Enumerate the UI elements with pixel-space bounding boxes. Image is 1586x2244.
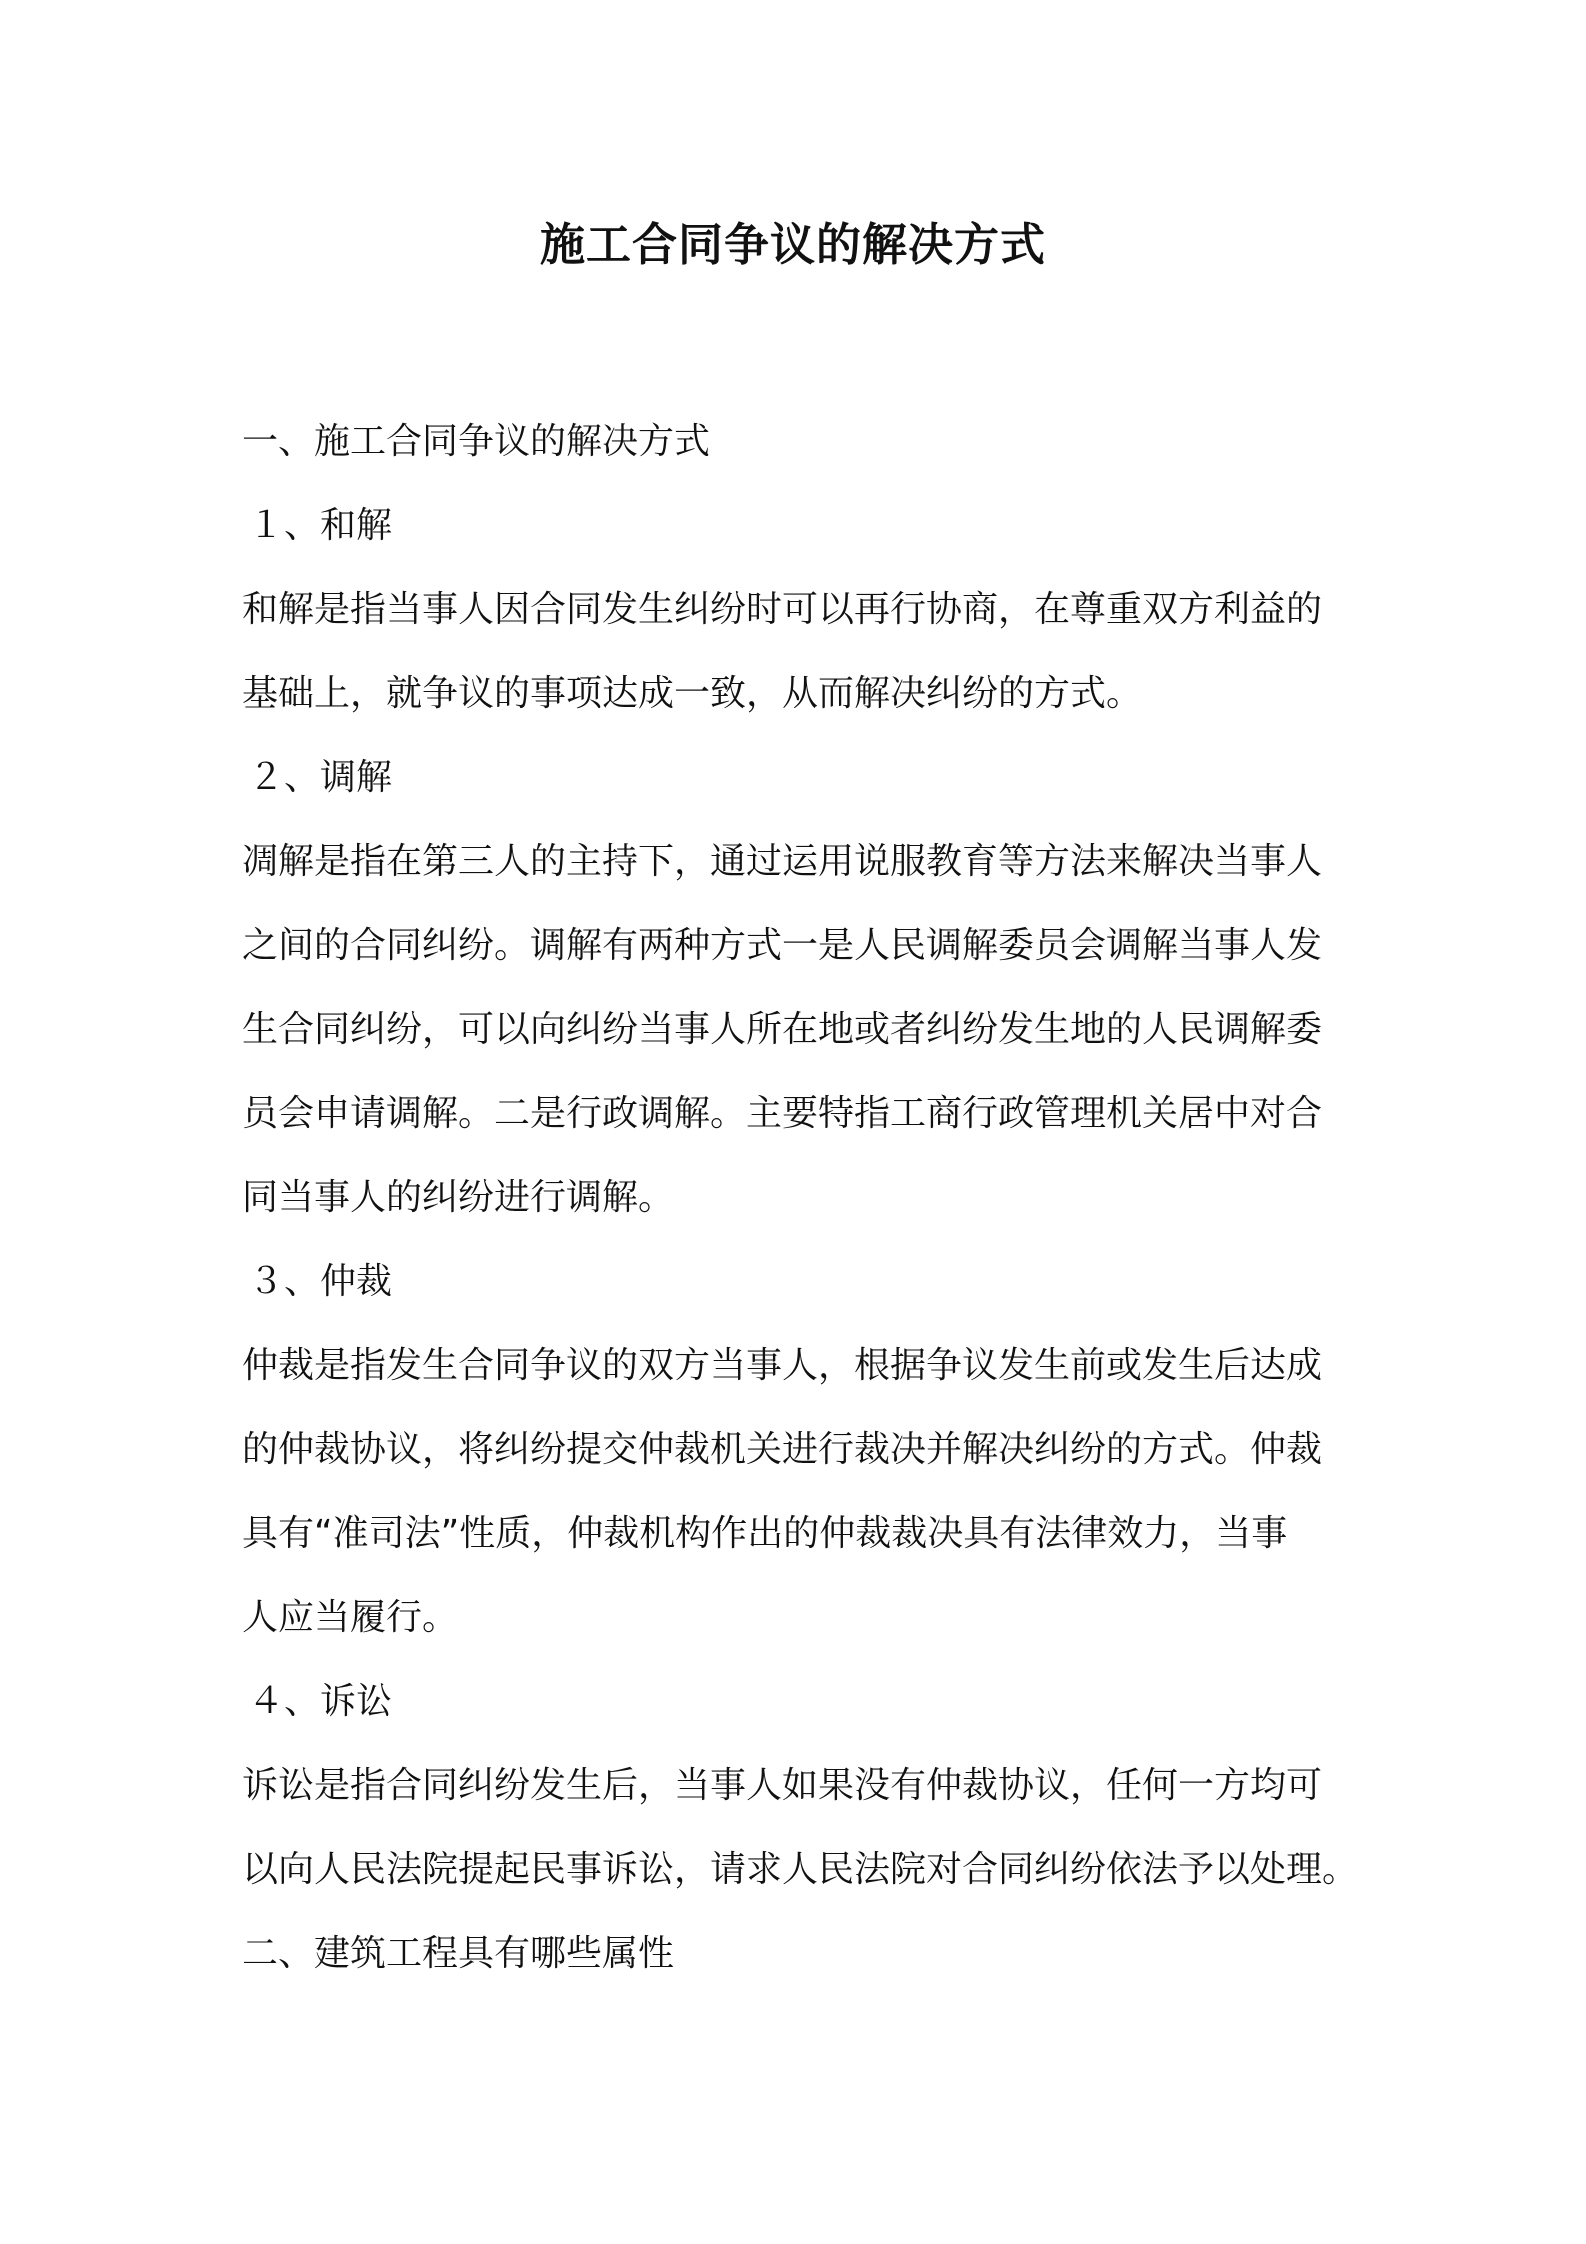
sub-heading-mediation: ２、调解 [248,757,393,798]
paragraph-line: 同当事人的纠纷进行调解。 [242,1177,675,1218]
paragraph-line: 的仲裁协议，将纠纷提交仲裁机关进行裁决并解决纠纷的方式。仲裁 [242,1429,1323,1470]
sub-heading-litigation: ４、诉讼 [248,1681,393,1722]
paragraph-line: 和解是指当事人因合同发生纠纷时可以再行协商，在尊重双方利益的 [242,589,1323,630]
paragraph-line: 之间的合同纠纷。调解有两种方式一是人民调解委员会调解当事人发 [242,925,1323,966]
paragraph-line: 诉讼是指合同纠纷发生后，当事人如果没有仲裁协议，任何一方均可 [242,1765,1323,1806]
sub-heading-arbitration: ３、仲裁 [248,1261,393,1302]
paragraph-line: 生合同纠纷，可以向纠纷当事人所在地或者纠纷发生地的人民调解委 [242,1009,1323,1050]
paragraph-line: 人应当履行。 [242,1597,459,1638]
sub-heading-reconciliation: １、和解 [248,505,393,546]
paragraph-line: 员会申请调解。二是行政调解。主要特指工商行政管理机关居中对合 [242,1093,1323,1134]
document-title: 施工合同争议的解决方式 [539,218,1046,271]
section-heading-2: 二、建筑工程具有哪些属性 [242,1933,675,1974]
paragraph-line: 凋解是指在第三人的主持下，通过运用说服教育等方法来解决当事人 [242,841,1323,882]
paragraph-line: 基础上，就争议的事项达成一致，从而解决纠纷的方式。 [242,673,1143,714]
paragraph-line: 仲裁是指发生合同争议的双方当事人，根据争议发生前或发生后达成 [242,1345,1323,1386]
section-heading-1: 一、施工合同争议的解决方式 [242,421,711,462]
paragraph-line: 具有“准司法”性质，仲裁机构作出的仲裁裁决具有法律效力，当事 [242,1513,1288,1554]
document-body [242,400,1362,1996]
paragraph-line: 以向人民法院提起民事诉讼，请求人民法院对合同纠纷依法予以处理。 [242,1849,1359,1890]
